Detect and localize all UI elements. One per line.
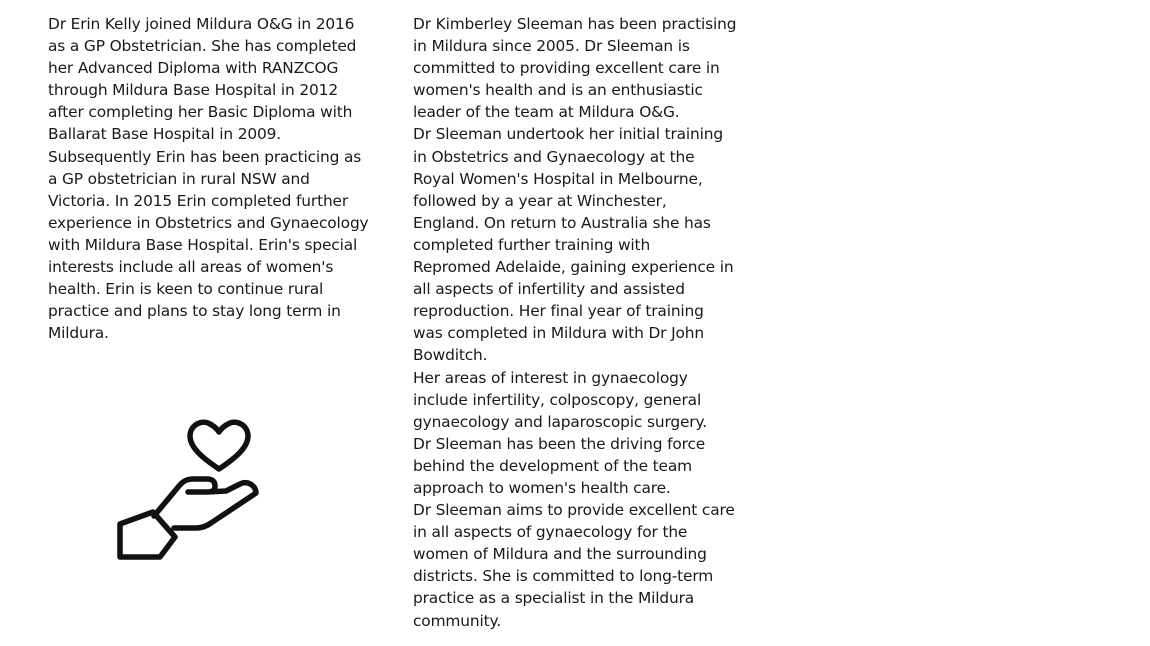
sleeman-team-paragraph: Dr Sleeman has been the driving force behind the development of the team approach to women's health care.: [413, 434, 706, 497]
sleeman-intro-paragraph: Dr Kimberley Sleeman has been practising in Mildura since 2005. Dr Sleeman is committed to providing excellent care in women's health and is an enthusiastic leader of the team at Mildura O&G.: [413, 15, 737, 122]
sleeve-shape: [120, 512, 175, 557]
hand-holding-heart-icon: [116, 416, 262, 562]
sleeman-aims-paragraph: Dr Sleeman aims to provide excellent care in all aspects of gynaecology for the women of Mildura and the surrounding districts. She is committed to long-term practice as a specialist in the Mildura community.: [413, 501, 735, 630]
erin-kelly-bio-paragraph: Dr Erin Kelly joined Mildura O&G in 2016 as a GP Obstetrician. She has completed her Advanced Diploma with RANZCOG through Mildura Base Hospital in 2012 after completing her Basic Diploma with Ballarat Base Hospital in 2009. Subsequently Erin has been practicing as a GP obstetrician in rural NSW and Victoria. In 2015 Erin completed further experience in Obstetrics and Gynaecology with Mildura Base Hospital. Erin's special interests include all areas of women's health. Erin is keen to continue rural practice and plans to stay long term in Mildura.: [48, 15, 369, 343]
kimberley-sleeman-bio: [413, 13, 745, 632]
sleeman-interests-paragraph: Her areas of interest in gynaecology include infertility, colposcopy, general gynaecology and laparoscopic surgery.: [413, 368, 707, 431]
heart-icon: [190, 422, 248, 469]
palm-shape: [154, 479, 256, 528]
erin-kelly-bio: [48, 13, 380, 344]
sleeman-training-paragraph: Dr Sleeman undertook her initial training in Obstetrics and Gynaecology at the Royal Women's Hospital in Melbourne, followed by a year at Winchester, England. On return to Australia she has completed further training with Repromed Adelaide, gaining experience in all aspects of infertility and assisted reproduction. Her final year of training was completed in Mildura with Dr John Bowditch.: [413, 125, 734, 365]
